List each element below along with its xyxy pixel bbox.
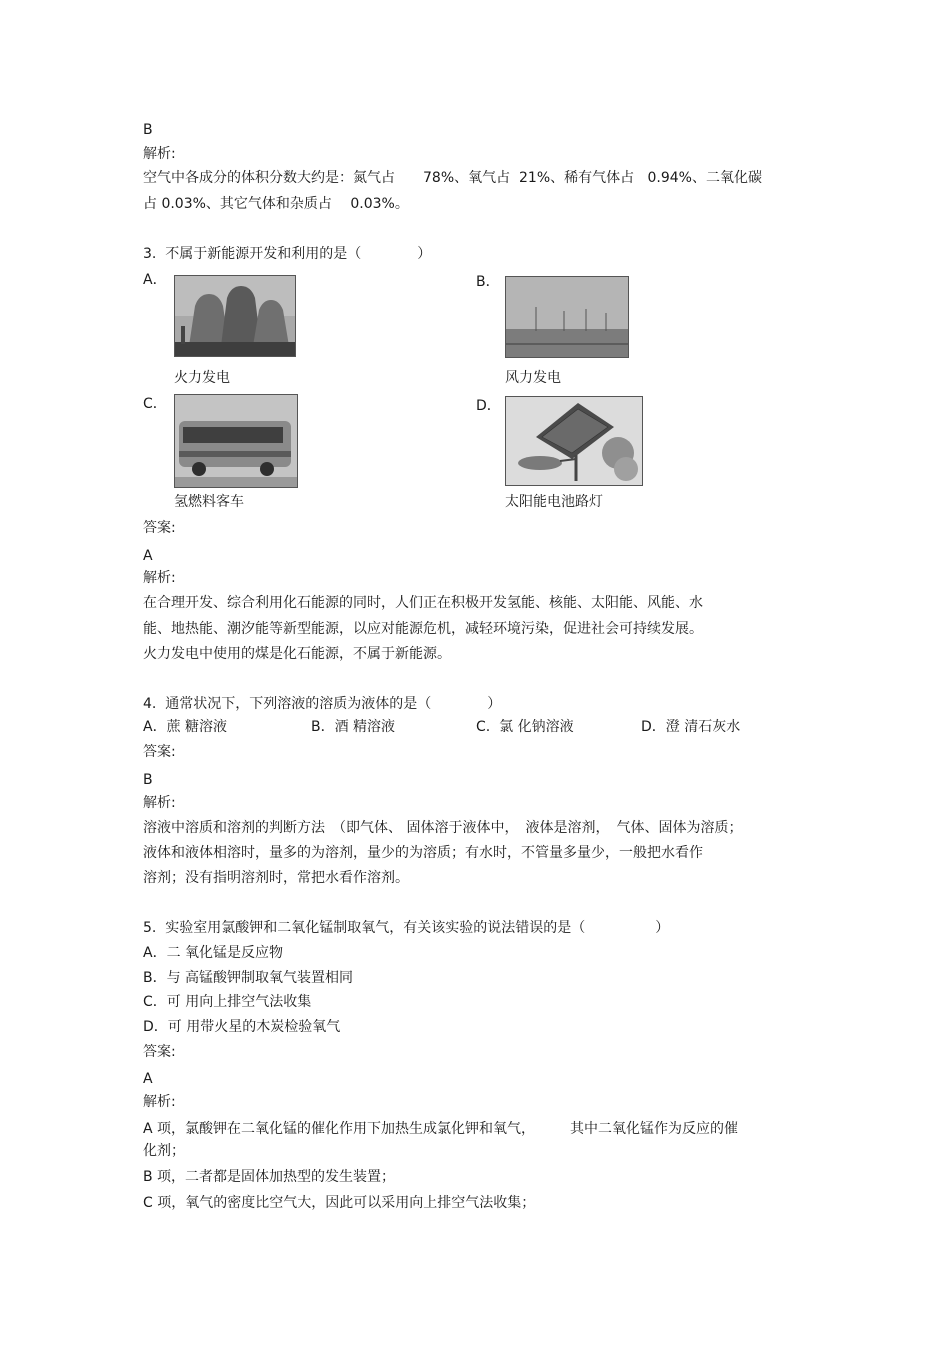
prev-analysis-line: 占 0.03%、其它气体和杂质占 0.03%。	[143, 196, 409, 212]
q3-stem: 3. 不属于新能源开发和利用的是（ ）	[143, 246, 432, 262]
q5-answer-label: 答案:	[143, 1044, 176, 1060]
q5-analysis-line: C 项，氧气的密度比空气大，因此可以采用向上排空气法收集；	[143, 1195, 536, 1211]
q3-analysis-line: 在合理开发、综合利用化石能源的同时，人们正在积极开发氢能、核能、太阳能、风能、水	[143, 595, 703, 611]
q3-option-a-caption: 火力发电	[174, 370, 230, 386]
q4-analysis-line: 溶剂；没有指明溶剂时，常把水看作溶剂。	[143, 870, 409, 886]
q5-analysis-line: B 项，二者都是固体加热型的发生装置；	[143, 1169, 396, 1185]
q3-answer: A	[143, 548, 153, 564]
q5-option-c: C．可 用向上排空气法收集	[143, 994, 312, 1010]
q5-answer: A	[143, 1071, 153, 1087]
cooling-towers-image	[174, 275, 296, 357]
q3-option-c-letter: C．	[143, 396, 167, 412]
q4-analysis-line: 液体和液体相溶时，量多的为溶剂，量少的为溶质；有水时，不管量多量少，一般把水看作	[143, 845, 703, 861]
q4-answer-label: 答案:	[143, 744, 176, 760]
q3-option-c-caption: 氢燃料客车	[174, 494, 244, 510]
q4-option-d: D．澄 清石灰水	[641, 719, 741, 735]
q3-option-d-caption: 太阳能电池路灯	[505, 494, 603, 510]
q3-analysis-label: 解析:	[143, 570, 176, 586]
bus-image	[174, 394, 298, 488]
q5-stem: 5. 实验室用氯酸钾和二氧化锰制取氧气，有关该实验的说法错误的是（ ）	[143, 920, 670, 936]
q4-option-a: A．蔗 糖溶液	[143, 719, 228, 735]
prev-analysis-label: 解析:	[143, 146, 176, 162]
q5-analysis-line: 化剂；	[143, 1143, 185, 1159]
prev-analysis-line: 空气中各成分的体积分数大约是：氮气占 78%、氧气占 21%、稀有气体占 0.94%、二氧化碳	[143, 170, 762, 186]
q3-analysis-line: 能、地热能、潮汐能等新型能源，以应对能源危机，减轻环境污染，促进社会可持续发展。	[143, 621, 703, 637]
q4-option-b: B．酒 精溶液	[311, 719, 396, 735]
q5-option-b: B．与 高锰酸钾制取氧气装置相同	[143, 970, 354, 986]
q4-option-c: C. 氯 化钠溶液	[476, 719, 574, 735]
q3-answer-label: 答案:	[143, 520, 176, 536]
q4-analysis-label: 解析:	[143, 795, 176, 811]
solar-lamp-image	[505, 396, 643, 486]
q4-answer: B	[143, 772, 153, 788]
q3-option-b-letter: B．	[476, 274, 500, 290]
q3-analysis-line: 火力发电中使用的煤是化石能源，不属于新能源。	[143, 646, 451, 662]
q3-option-a-letter: A．	[143, 272, 167, 288]
q5-analysis-label: 解析:	[143, 1094, 176, 1110]
q4-analysis-line: 溶液中溶质和溶剂的判断方法 （即气体、 固体溶于液体中， 液体是溶剂， 气体、固体为溶质；	[143, 820, 743, 836]
q5-option-d: D．可 用带火星的木炭检验氧气	[143, 1019, 341, 1035]
q5-analysis-line: A 项，氯酸钾在二氧化锰的催化作用下加热生成氯化钾和氧气， 其中二氧化锰作为反应的催	[143, 1121, 739, 1137]
q3-option-b-caption: 风力发电	[505, 370, 561, 386]
q5-option-a: A．二 氧化锰是反应物	[143, 945, 284, 961]
q3-option-d-letter: D．	[476, 398, 501, 414]
wind-turbines-image	[505, 276, 629, 358]
prev-answer: B	[143, 122, 153, 138]
q4-stem: 4. 通常状况下，下列溶液的溶质为液体的是（ ）	[143, 696, 502, 712]
